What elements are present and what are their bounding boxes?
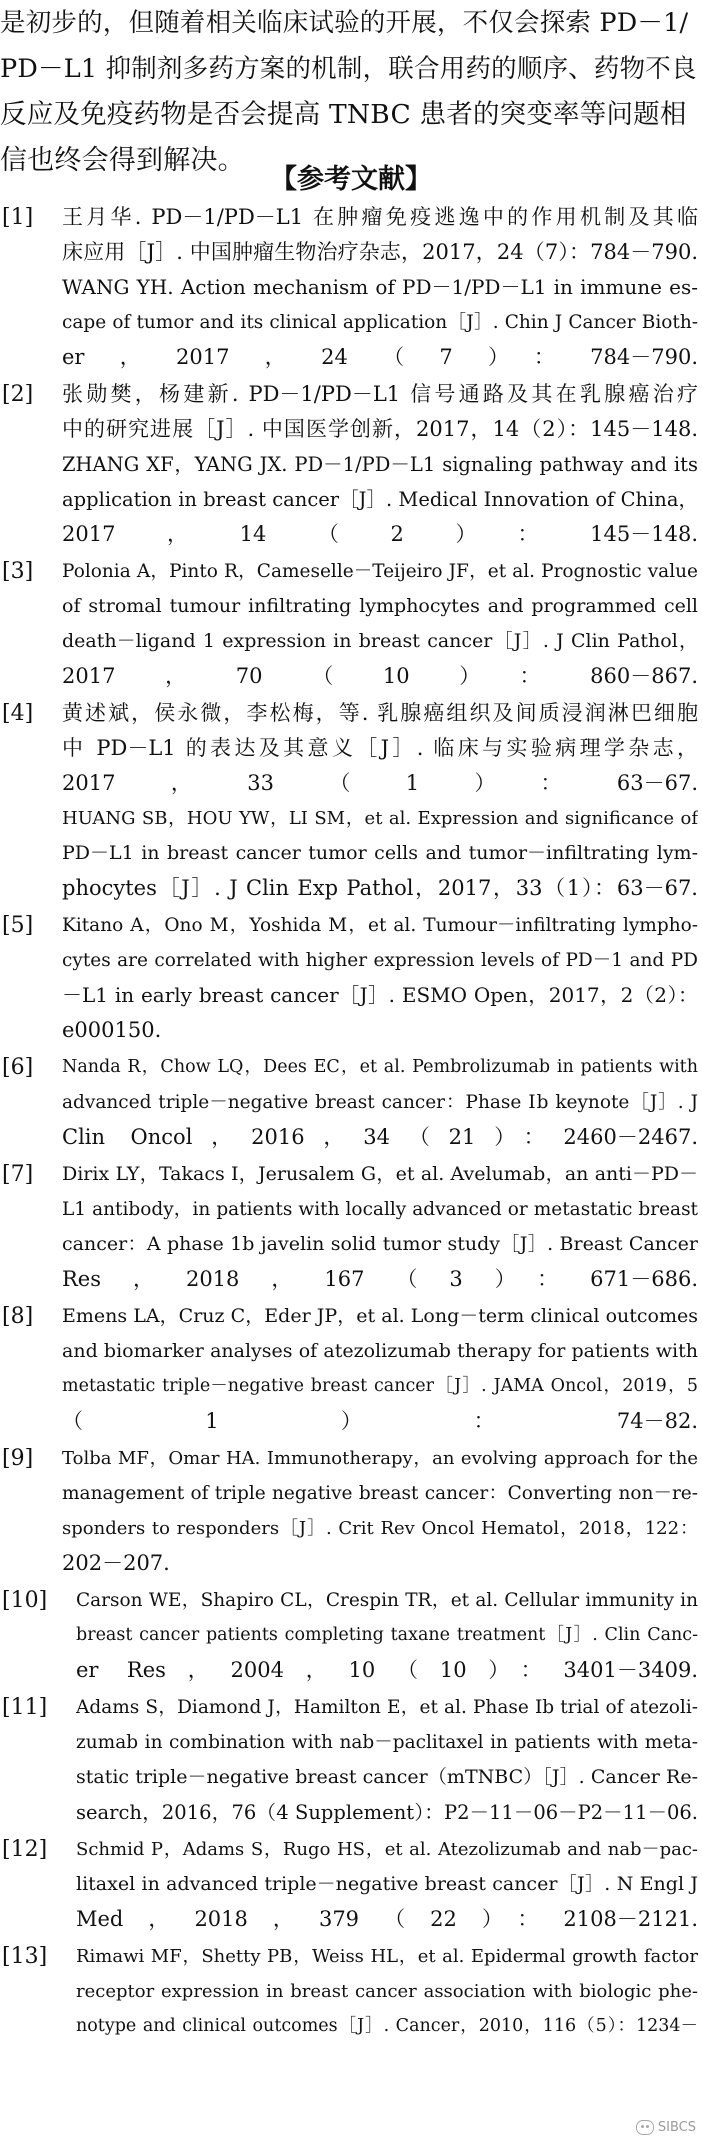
reference-text — [76, 1939, 698, 2044]
reference-line: e000150. — [62, 1018, 162, 1042]
reference-text — [62, 908, 698, 1048]
reference-line: （1）：74－82. — [62, 1409, 698, 1433]
reference-line: of stromal tumour infiltrating lymphocytes and programmed cell — [62, 595, 698, 617]
reference-line: Med，2018，379（22）：2108－2121. — [76, 1907, 698, 1931]
reference-item — [0, 1939, 702, 2044]
reference-line: metastatic triple－negative breast cancer［J］. JAMA Oncol，2019，5 — [62, 1376, 698, 1396]
reference-number: [10] — [2, 1588, 48, 1613]
reference-text — [76, 1690, 698, 1830]
reference-line: 黄述斌，侯永微，李松梅，等. 乳腺癌组织及间质浸润淋巴细胞 — [62, 701, 698, 725]
reference-number: [12] — [2, 1837, 48, 1862]
reference-line: Dirix LY，Takacs I，Jerusalem G，et al. Avelumab，an anti－PD－ — [62, 1163, 698, 1185]
reference-line: Carson WE，Shapiro CL，Crespin TR，et al. Cellular immunity in — [76, 1590, 698, 1611]
reference-line: Nanda R，Chow LQ，Dees EC，et al. Pembrolizumab in patients with — [62, 1057, 698, 1077]
reference-item — [0, 200, 702, 375]
reference-line: Rimawi MF，Shetty PB，Weiss HL，et al. Epidermal growth factor — [76, 1946, 698, 1967]
reference-line: 202－207. — [62, 1551, 170, 1575]
reference-line: Res，2018，167（3）：671－686. — [62, 1267, 698, 1291]
reference-line: phocytes［J］. J Clin Exp Pathol，2017，33（1）：63－67. — [62, 876, 698, 900]
reference-line: er Res，2004，10（10）：3401－3409. — [76, 1658, 698, 1682]
reference-line: search，2016，76（4 Supplement）：P2－11－06－P2－11－06. — [76, 1801, 698, 1824]
reference-number: [5] — [2, 913, 34, 938]
reference-line: 中的研究进展［J］. 中国医学创新，2017，14（2）：145－148. — [62, 417, 698, 441]
reference-line: Polonia A，Pinto R，Cameselle－Teijeiro JF，et al. Prognostic value — [62, 561, 698, 582]
reference-line: notype and clinical outcomes［J］. Cancer，2010，116（5）：1234－ — [76, 2016, 698, 2036]
reference-text — [62, 1050, 698, 1155]
reference-line: sponders to responders［J］. Crit Rev Oncol Hematol，2018，122： — [62, 1518, 698, 1539]
reference-line: cytes are correlated with higher expression levels of PD－1 and PD — [62, 950, 698, 971]
reference-number: [8] — [2, 1304, 34, 1329]
reference-item — [0, 377, 702, 552]
reference-line: －L1 in early breast cancer［J］. ESMO Open，2017，2（2）： — [62, 983, 698, 1007]
reference-number: [4] — [2, 701, 34, 726]
reference-line: Clin Oncol，2016，34（21）：2460－2467. — [62, 1125, 698, 1149]
reference-line: breast cancer patients completing taxane treatment［J］. Clin Canc- — [76, 1625, 698, 1645]
reference-item — [0, 1299, 702, 1439]
reference-number: [13] — [2, 1944, 48, 1969]
reference-line: and biomarker analyses of atezolizumab therapy for patients with — [62, 1340, 698, 1362]
reference-number: [1] — [2, 205, 34, 230]
reference-line: 张勋樊，杨建新. PD－1/PD－L1 信号通路及其在乳腺癌治疗 — [62, 382, 698, 406]
reference-line: advanced triple－negative breast cancer：Phase Ⅰb keynote［J］. J — [62, 1092, 698, 1113]
reference-item — [0, 554, 702, 694]
reference-line: PD－L1 in breast cancer tumor cells and tumor－infiltrating lym- — [62, 842, 698, 864]
reference-number: [11] — [2, 1695, 48, 1720]
reference-item — [0, 1583, 702, 1688]
reference-line: L1 antibody，in patients with locally advanced or metastatic breast — [62, 1199, 698, 1220]
reference-line: er，2017，24（7）：784－790. — [62, 345, 698, 369]
reference-line: cape of tumor and its clinical application［J］. Chin J Cancer Bioth- — [62, 312, 698, 333]
reference-text — [62, 554, 698, 694]
reference-line: Schmid P，Adams S，Rugo HS，et al. Atezolizumab and nab－pac- — [76, 1839, 698, 1860]
reference-line: cancer：A phase 1b javelin solid tumor study［J］. Breast Cancer — [62, 1233, 698, 1255]
wechat-icon — [636, 2120, 654, 2135]
reference-number: [9] — [2, 1446, 34, 1471]
reference-number: [2] — [2, 382, 34, 407]
intro-line: 是初步的，但随着相关临床试验的开展，不仅会探索 PD－1/ — [0, 8, 689, 38]
reference-text — [62, 1299, 698, 1439]
intro-line: 信也终会得到解决。 — [0, 145, 245, 176]
reference-line: Kitano A，Ono M，Yoshida M，et al. Tumour－infiltrating lympho- — [62, 915, 698, 936]
reference-item — [0, 1441, 702, 1581]
reference-text — [62, 200, 698, 375]
reference-line: application in breast cancer［J］. Medical Innovation of China， — [62, 488, 698, 511]
reference-text — [62, 377, 698, 552]
reference-item — [0, 1157, 702, 1297]
reference-number: [3] — [2, 559, 34, 584]
watermark — [636, 2120, 696, 2135]
reference-text — [76, 1832, 698, 1937]
intro-line: PD－L1 抑制剂多药方案的机制，联合用药的顺序、药物不良 — [0, 54, 697, 84]
reference-line: 2017，70（10）：860－867. — [62, 664, 698, 688]
reference-text — [62, 1441, 698, 1581]
reference-line: ZHANG XF，YANG JX. PD－1/PD－L1 signaling pathway and its — [62, 453, 698, 476]
reference-line: zumab in combination with nab－paclitaxel in patients with meta- — [76, 1732, 698, 1753]
reference-text — [62, 1157, 698, 1297]
reference-item — [0, 696, 702, 906]
reference-line: Tolba MF，Omar HA. Immunotherapy，an evolving approach for the — [62, 1448, 698, 1469]
reference-text — [62, 696, 698, 906]
reference-line: HUANG SB，HOU YW，LI SM，et al. Expression and significance of — [62, 808, 698, 829]
reference-line: WANG YH. Action mechanism of PD－1/PD－L1 in immune es- — [62, 275, 698, 299]
reference-item — [0, 1832, 702, 1937]
reference-list — [0, 200, 702, 2046]
reference-line: Emens LA，Cruz C，Eder JP，et al. Long－term clinical outcomes — [62, 1305, 698, 1327]
watermark-text: SIBCS — [657, 2120, 696, 2135]
reference-item — [0, 1690, 702, 1830]
reference-text — [76, 1583, 698, 1688]
reference-line: management of triple negative breast cancer：Converting non－re- — [62, 1483, 698, 1504]
reference-line: 床应用［J］. 中国肿瘤生物治疗杂志，2017，24（7）：784－790. — [62, 240, 698, 264]
reference-line: 2017，33（1）：63－67. — [62, 771, 698, 795]
reference-line: 2017，14（2）：145－148. — [62, 522, 698, 546]
reference-number: [6] — [2, 1055, 34, 1080]
reference-line: 中 PD－L1 的表达及其意义［J］. 临床与实验病理学杂志， — [62, 736, 698, 760]
references-heading: 【参考文献】 — [270, 164, 432, 195]
intro-paragraph — [0, 0, 698, 184]
intro-line: 反应及免疫药物是否会提高 TNBC 患者的突变率等问题相 — [0, 99, 687, 130]
reference-item — [0, 908, 702, 1048]
reference-line: static triple－negative breast cancer（mTNBC）［J］. Cancer Re- — [76, 1766, 698, 1788]
reference-number: [7] — [2, 1162, 34, 1187]
reference-line: death－ligand 1 expression in breast cancer［J］. J Clin Pathol， — [62, 630, 698, 652]
reference-line: 王月华. PD－1/PD－L1 在肿瘤免疫逃逸中的作用机制及其临 — [62, 205, 698, 229]
reference-line: Adams S，Diamond J，Hamilton E，et al. Phase Ib trial of atezoli- — [76, 1697, 698, 1718]
reference-line: receptor expression in breast cancer association with biologic phe- — [76, 1981, 698, 2002]
reference-line: litaxel in advanced triple－negative breast cancer［J］. N Engl J — [76, 1873, 698, 1895]
reference-item — [0, 1050, 702, 1155]
